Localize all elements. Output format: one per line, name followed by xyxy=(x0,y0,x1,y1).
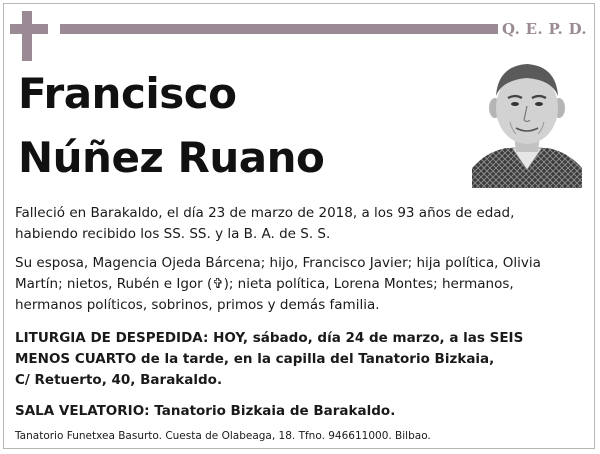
deceased-first-name: Francisco xyxy=(18,69,237,118)
text-line: SALA VELATORIO: Tanatorio Bizkaia de Barakaldo. xyxy=(15,403,396,419)
text-line: MENOS CUARTO de la tarde, en la capilla del Tanatorio Bizkaia, xyxy=(15,351,495,367)
text-line: habiendo recibido los SS. SS. y la B. A. de S. S. xyxy=(15,226,331,242)
cross-horizontal-bar xyxy=(10,24,48,34)
deceased-portrait xyxy=(472,60,582,188)
text-line: Martín; nietos, Rubén e Igor (✞); nieta política, Lorena Montes; hermanos, xyxy=(15,276,514,292)
cross-vertical-bar xyxy=(22,11,32,61)
text-line: C/ Retuerto, 40, Barakaldo. xyxy=(15,372,223,388)
deceased-last-names: Núñez Ruano xyxy=(18,133,325,182)
wake-room-paragraph xyxy=(15,401,585,422)
death-notice-paragraph xyxy=(15,203,585,245)
family-paragraph xyxy=(15,253,585,316)
text-line: Falleció en Barakaldo, el día 23 de marzo de 2018, a los 93 años de edad, xyxy=(15,205,515,221)
liturgy-paragraph xyxy=(15,328,585,391)
qepd-label: Q. E. P. D. xyxy=(502,20,587,38)
text-line: Su esposa, Magencia Ojeda Bárcena; hijo, Francisco Javier; hija política, Olivia xyxy=(15,255,541,271)
text-line: hermanos políticos, sobrinos, primos y demás familia. xyxy=(15,297,380,313)
portrait-image xyxy=(472,60,582,188)
text-line: LITURGIA DE DESPEDIDA: HOY, sábado, día 24 de marzo, a las SEIS xyxy=(15,330,524,346)
header-rule xyxy=(60,24,498,34)
funeral-home-footer: Tanatorio Funetxea Basurto. Cuesta de Olabeaga, 18. Tfno. 946611000. Bilbao. xyxy=(15,430,431,442)
